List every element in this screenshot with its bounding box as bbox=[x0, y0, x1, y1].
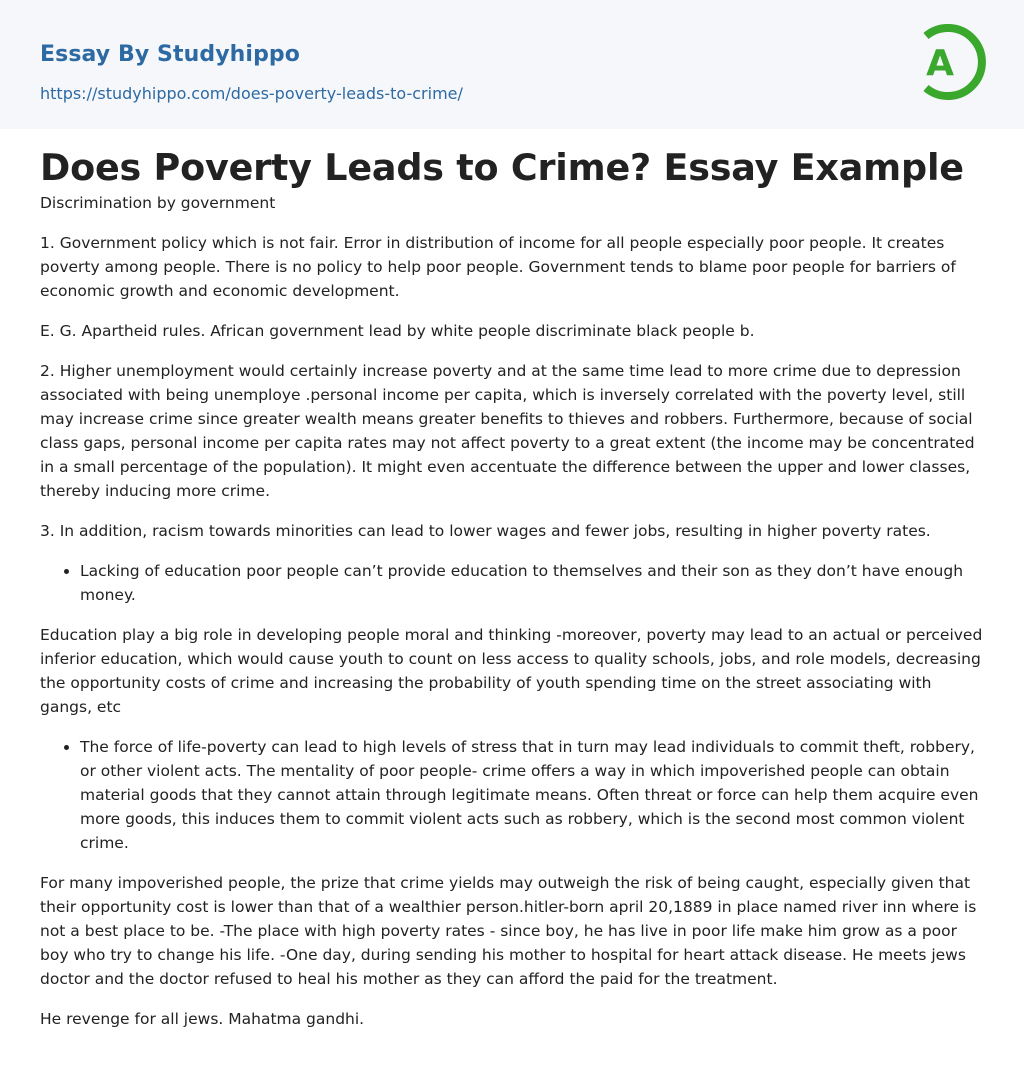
brand-title[interactable]: Essay By Studyhippo bbox=[40, 42, 300, 67]
paragraph-5: Education play a big role in developing people moral and thinking -moreover, poverty may lead to an actual or perceived inferior education, which would cause youth to count on less access to quality schools, jobs, and role models, decreasing the opportunity costs of crime and increasing the probability of youth spending time on the street associating with gangs, etc bbox=[40, 626, 983, 716]
list-item: • Lacking of education poor people can’t provide education to themselves and their son as they don’t have enough money. bbox=[80, 559, 984, 607]
paragraph-2: E. G. Apartheid rules. African government lead by white people discriminate black people b. bbox=[40, 322, 755, 340]
paragraph-3: 2. Higher unemployment would certainly increase poverty and at the same time lead to more crime due to depression associated with being unemploye .personal income per capita, which is inversely correlated with the poverty level, still may increase crime since greater wealth means greater benefits to thieves and robbers. Furthermore, because of social class gaps, personal income per capita rates may not affect poverty to a great extent (the income may be concentrated in a small percentage of the population). It might even accentuate the difference between the upper and lower classes, thereby inducing more crime. bbox=[40, 362, 975, 500]
bullet-list-2 bbox=[40, 735, 984, 855]
essay-content bbox=[0, 145, 1024, 1031]
essay-subtitle: Discrimination by government bbox=[40, 194, 276, 212]
paragraph-4: 3. In addition, racism towards minorities can lead to lower wages and fewer jobs, resulting in higher poverty rates. bbox=[40, 522, 931, 540]
studyhippo-logo-icon[interactable] bbox=[912, 18, 988, 106]
bullet-list-1 bbox=[40, 559, 984, 607]
essay-url-link[interactable]: https://studyhippo.com/does-poverty-leads-to-crime/ bbox=[40, 84, 463, 103]
list-item: • The force of life-poverty can lead to high levels of stress that in turn may lead individuals to commit theft, robbery, or other violent acts. The mentality of poor people- crime offers a way in which impoverished people can obtain material goods that they cannot attain through legitimate means. Often threat or force can help them acquire even more goods, this induces them to commit violent acts such as robbery, which is the second most common violent crime. bbox=[80, 735, 984, 855]
paragraph-6: For many impoverished people, the prize that crime yields may outweigh the risk of being caught, especially given that their opportunity cost is lower than that of a wealthier person.hitler-born april 20,1889 in place named river inn where is not a best place to be. -The place with high poverty rates - since boy, he has live in poor life make him grow as a poor boy who try to change his life. -One day, during sending his mother to hospital for heart attack disease. He meets jews doctor and the doctor refused to heal his mother as they can afford the paid for the treatment. bbox=[40, 874, 977, 988]
page-title: Does Poverty Leads to Crime? Essay Example bbox=[40, 146, 964, 189]
site-header bbox=[0, 0, 1024, 129]
logo-letter: A bbox=[926, 43, 954, 84]
paragraph-7: He revenge for all jews. Mahatma gandhi. bbox=[40, 1010, 365, 1028]
paragraph-1: 1. Government policy which is not fair. Error in distribution of income for all people especially poor people. It creates poverty among people. There is no policy to help poor people. Government tends to blame poor people for barriers of economic growth and economic development. bbox=[40, 234, 956, 300]
